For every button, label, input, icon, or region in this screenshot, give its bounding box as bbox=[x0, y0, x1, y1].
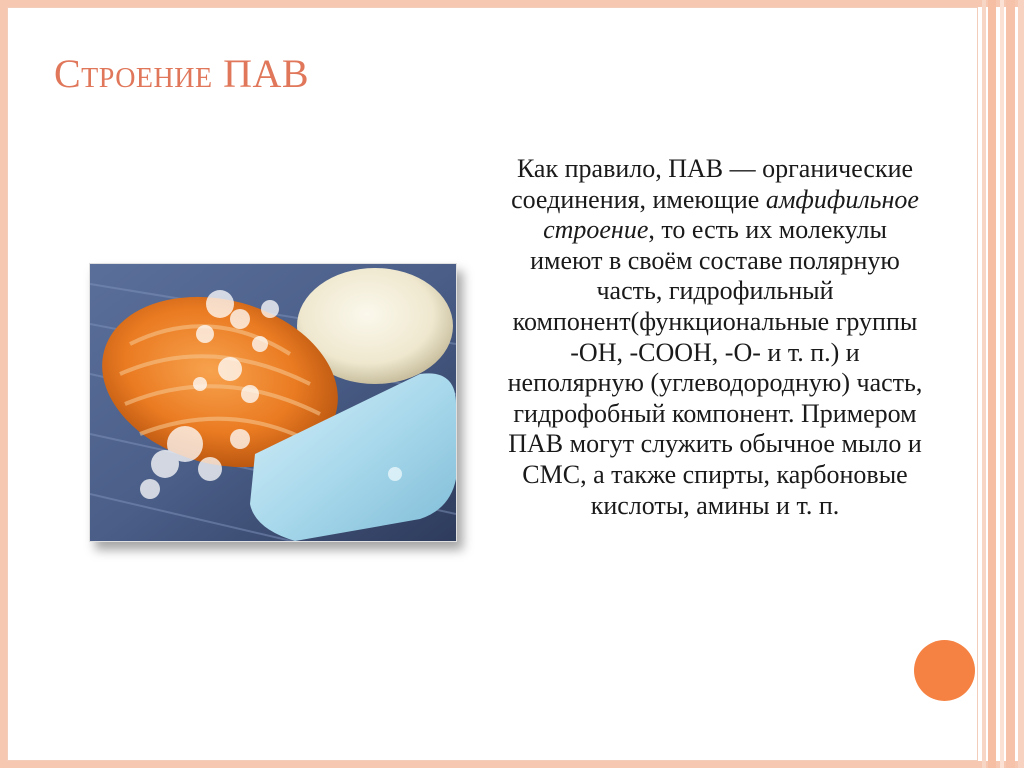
border-left bbox=[0, 0, 7, 768]
soap-bars-photo bbox=[89, 263, 457, 542]
border-bottom bbox=[0, 761, 1024, 768]
body-text-part1: Как правило, ПАВ — органические соединения, имеющие bbox=[511, 154, 914, 214]
border-top bbox=[0, 0, 1024, 7]
decorative-stripes bbox=[978, 0, 1024, 768]
decorative-circle bbox=[914, 640, 975, 701]
slide-title: Строение ПАВ bbox=[54, 51, 310, 96]
slide-body-text bbox=[505, 154, 925, 521]
body-text-italic: амфифильное строение bbox=[543, 184, 919, 245]
body-text-part2: , то есть их молекулы имеют в своём составе полярную часть, гидрофильный компонент(функциональные группы -ОН, -СООН, -О- и т. п.) и неполярную (углеводородную) часть, гидрофобный компонент. Примером ПАВ могут служить обычное мыло и СМС, а также спирты, карбоновые кислоты, амины и т. п. bbox=[507, 215, 923, 520]
